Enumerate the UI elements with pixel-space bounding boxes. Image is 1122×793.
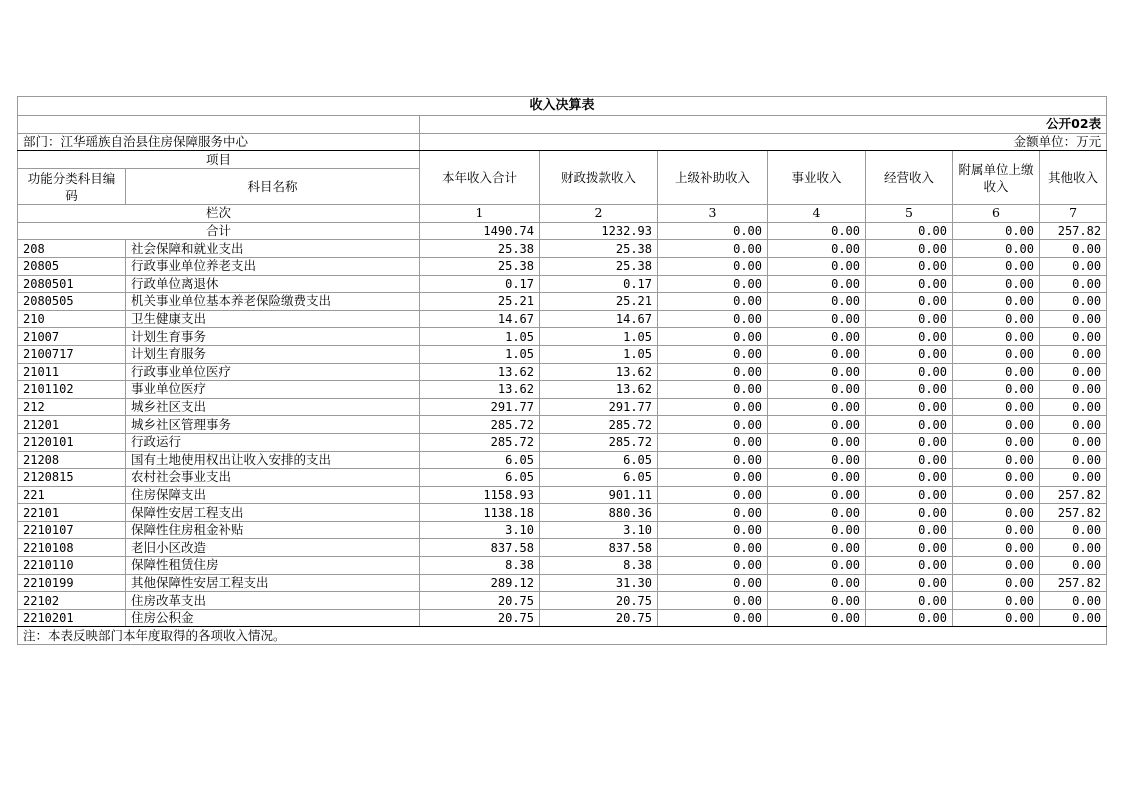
row-value: 0.00 — [658, 398, 768, 416]
row-value: 0.00 — [866, 539, 953, 557]
table-row — [18, 416, 1107, 434]
table-row — [18, 398, 1107, 416]
table-title: 收入决算表 — [18, 97, 1107, 116]
row-value: 0.00 — [768, 310, 866, 328]
row-value: 0.00 — [1040, 469, 1107, 487]
row-value: 0.00 — [658, 257, 768, 275]
table-row — [18, 310, 1107, 328]
row-name: 住房公积金 — [126, 609, 420, 627]
table-row — [18, 539, 1107, 557]
row-value: 13.62 — [420, 381, 540, 399]
total-value: 1232.93 — [540, 222, 658, 240]
row-code: 20805 — [18, 257, 126, 275]
row-value: 0.00 — [866, 345, 953, 363]
header-col-2: 财政拨款收入 — [540, 151, 658, 205]
row-value: 0.00 — [658, 240, 768, 258]
row-value: 13.62 — [540, 363, 658, 381]
header-project: 项目 — [18, 151, 420, 169]
row-code: 21011 — [18, 363, 126, 381]
row-name: 行政事业单位养老支出 — [126, 257, 420, 275]
table-row — [18, 504, 1107, 522]
row-value: 0.17 — [540, 275, 658, 293]
row-value: 0.00 — [953, 557, 1040, 575]
row-name: 卫生健康支出 — [126, 310, 420, 328]
row-value: 0.00 — [866, 609, 953, 627]
row-value: 0.00 — [866, 240, 953, 258]
row-value: 0.00 — [953, 381, 1040, 399]
row-name: 事业单位医疗 — [126, 381, 420, 399]
row-value: 20.75 — [420, 592, 540, 610]
row-value: 0.00 — [1040, 257, 1107, 275]
row-value: 285.72 — [420, 416, 540, 434]
row-value: 0.00 — [768, 609, 866, 627]
row-value: 0.00 — [768, 521, 866, 539]
row-value: 0.00 — [1040, 381, 1107, 399]
row-value: 0.00 — [1040, 433, 1107, 451]
row-name: 保障性安居工程支出 — [126, 504, 420, 522]
row-value: 8.38 — [420, 557, 540, 575]
total-row — [18, 222, 1107, 240]
row-code: 2101102 — [18, 381, 126, 399]
row-value: 0.00 — [866, 257, 953, 275]
row-value: 0.00 — [768, 433, 866, 451]
row-name: 行政事业单位医疗 — [126, 363, 420, 381]
row-value: 0.00 — [768, 539, 866, 557]
row-name: 农村社会事业支出 — [126, 469, 420, 487]
row-value: 20.75 — [540, 592, 658, 610]
total-value: 0.00 — [658, 222, 768, 240]
row-value: 0.00 — [953, 416, 1040, 434]
row-value: 20.75 — [540, 609, 658, 627]
row-value: 0.00 — [658, 345, 768, 363]
row-code: 2100717 — [18, 345, 126, 363]
row-value: 0.00 — [768, 504, 866, 522]
header-code: 功能分类科目编码 — [18, 169, 126, 205]
row-value: 0.00 — [768, 557, 866, 575]
row-code: 2210199 — [18, 574, 126, 592]
row-value: 0.00 — [953, 240, 1040, 258]
table-row — [18, 293, 1107, 311]
row-value: 0.00 — [658, 451, 768, 469]
col-index-6: 6 — [953, 205, 1040, 223]
row-value: 285.72 — [540, 416, 658, 434]
row-name: 保障性租赁住房 — [126, 557, 420, 575]
row-value: 1.05 — [540, 328, 658, 346]
col-index-2: 2 — [540, 205, 658, 223]
row-code: 2080505 — [18, 293, 126, 311]
row-value: 0.17 — [420, 275, 540, 293]
row-value: 0.00 — [1040, 539, 1107, 557]
row-value: 0.00 — [1040, 416, 1107, 434]
row-value: 25.21 — [540, 293, 658, 311]
row-value: 0.00 — [1040, 328, 1107, 346]
row-value: 0.00 — [1040, 310, 1107, 328]
header-col-4: 事业收入 — [768, 151, 866, 205]
row-value: 0.00 — [953, 345, 1040, 363]
total-value: 0.00 — [768, 222, 866, 240]
row-value: 25.21 — [420, 293, 540, 311]
row-value: 0.00 — [953, 574, 1040, 592]
row-code: 2080501 — [18, 275, 126, 293]
table-note: 注：本表反映部门本年度取得的各项收入情况。 — [18, 627, 1107, 645]
row-value: 0.00 — [953, 609, 1040, 627]
row-value: 0.00 — [953, 257, 1040, 275]
table-row — [18, 574, 1107, 592]
row-code: 210 — [18, 310, 126, 328]
row-value: 6.05 — [420, 469, 540, 487]
row-value: 0.00 — [768, 257, 866, 275]
row-value: 0.00 — [1040, 345, 1107, 363]
row-value: 25.38 — [420, 240, 540, 258]
row-value: 0.00 — [953, 275, 1040, 293]
row-value: 1138.18 — [420, 504, 540, 522]
row-value: 0.00 — [953, 486, 1040, 504]
row-value: 0.00 — [866, 416, 953, 434]
row-value: 0.00 — [866, 592, 953, 610]
row-value: 0.00 — [1040, 398, 1107, 416]
row-name: 住房改革支出 — [126, 592, 420, 610]
row-value: 0.00 — [866, 521, 953, 539]
row-value: 0.00 — [953, 398, 1040, 416]
header-col-5: 经营收入 — [866, 151, 953, 205]
row-code: 21201 — [18, 416, 126, 434]
row-value: 0.00 — [658, 293, 768, 311]
row-value: 0.00 — [1040, 557, 1107, 575]
row-value: 0.00 — [1040, 592, 1107, 610]
row-value: 0.00 — [658, 539, 768, 557]
row-value: 0.00 — [953, 521, 1040, 539]
row-value: 0.00 — [768, 451, 866, 469]
row-code: 2120815 — [18, 469, 126, 487]
row-value: 0.00 — [953, 363, 1040, 381]
row-value: 0.00 — [1040, 293, 1107, 311]
row-value: 6.05 — [420, 451, 540, 469]
table-row — [18, 345, 1107, 363]
header-name: 科目名称 — [126, 169, 420, 205]
row-code: 21208 — [18, 451, 126, 469]
row-value: 6.05 — [540, 451, 658, 469]
row-name: 国有土地使用权出让收入安排的支出 — [126, 451, 420, 469]
row-code: 21007 — [18, 328, 126, 346]
header-col-6: 附属单位上缴收入 — [953, 151, 1040, 205]
row-value: 0.00 — [768, 486, 866, 504]
row-value: 0.00 — [866, 381, 953, 399]
row-value: 3.10 — [540, 521, 658, 539]
table-row — [18, 557, 1107, 575]
table-row — [18, 451, 1107, 469]
row-value: 0.00 — [658, 486, 768, 504]
row-value: 0.00 — [658, 504, 768, 522]
row-value: 0.00 — [866, 293, 953, 311]
row-value: 0.00 — [953, 293, 1040, 311]
row-code: 22101 — [18, 504, 126, 522]
table-row — [18, 240, 1107, 258]
table-row — [18, 381, 1107, 399]
row-value: 13.62 — [420, 363, 540, 381]
table-row — [18, 609, 1107, 627]
row-value: 0.00 — [866, 310, 953, 328]
row-value: 0.00 — [866, 398, 953, 416]
row-code: 212 — [18, 398, 126, 416]
row-value: 0.00 — [866, 574, 953, 592]
row-value: 0.00 — [768, 592, 866, 610]
col-index-1: 1 — [420, 205, 540, 223]
row-value: 25.38 — [540, 240, 658, 258]
row-value: 0.00 — [866, 328, 953, 346]
row-value: 901.11 — [540, 486, 658, 504]
row-value: 0.00 — [866, 451, 953, 469]
row-value: 0.00 — [866, 433, 953, 451]
row-value: 0.00 — [1040, 363, 1107, 381]
row-value: 0.00 — [1040, 609, 1107, 627]
row-value: 1158.93 — [420, 486, 540, 504]
row-value: 14.67 — [420, 310, 540, 328]
row-code: 2210108 — [18, 539, 126, 557]
department-label: 部门：江华瑶族自治县住房保障服务中心 — [18, 133, 420, 151]
row-name: 机关事业单位基本养老保险缴费支出 — [126, 293, 420, 311]
form-number: 公开02表 — [420, 116, 1107, 134]
row-name: 城乡社区管理事务 — [126, 416, 420, 434]
table-row — [18, 486, 1107, 504]
amount-unit-label: 金额单位：万元 — [420, 133, 1107, 151]
row-value: 8.38 — [540, 557, 658, 575]
row-name: 计划生育服务 — [126, 345, 420, 363]
row-value: 0.00 — [768, 275, 866, 293]
row-value: 0.00 — [658, 433, 768, 451]
row-name: 其他保障性安居工程支出 — [126, 574, 420, 592]
row-value: 0.00 — [1040, 240, 1107, 258]
row-value: 0.00 — [866, 275, 953, 293]
row-value: 0.00 — [953, 469, 1040, 487]
row-name: 行政单位离退休 — [126, 275, 420, 293]
table-row — [18, 363, 1107, 381]
row-value: 837.58 — [420, 539, 540, 557]
row-value: 0.00 — [768, 398, 866, 416]
total-value: 1490.74 — [420, 222, 540, 240]
row-value: 0.00 — [866, 363, 953, 381]
table-row — [18, 469, 1107, 487]
row-value: 14.67 — [540, 310, 658, 328]
row-value: 0.00 — [866, 504, 953, 522]
row-value: 0.00 — [768, 574, 866, 592]
row-value: 0.00 — [953, 328, 1040, 346]
row-value: 0.00 — [658, 363, 768, 381]
row-value: 25.38 — [540, 257, 658, 275]
row-name: 保障性住房租金补贴 — [126, 521, 420, 539]
row-code: 2210107 — [18, 521, 126, 539]
row-value: 20.75 — [420, 609, 540, 627]
row-value: 0.00 — [658, 609, 768, 627]
row-name: 老旧小区改造 — [126, 539, 420, 557]
row-name: 计划生育事务 — [126, 328, 420, 346]
row-value: 0.00 — [658, 592, 768, 610]
row-code: 208 — [18, 240, 126, 258]
row-value: 0.00 — [658, 521, 768, 539]
row-value: 25.38 — [420, 257, 540, 275]
header-col-7: 其他收入 — [1040, 151, 1107, 205]
row-value: 0.00 — [953, 504, 1040, 522]
row-value: 0.00 — [658, 310, 768, 328]
row-value: 13.62 — [540, 381, 658, 399]
table-row — [18, 328, 1107, 346]
row-value: 0.00 — [768, 363, 866, 381]
row-value: 0.00 — [658, 557, 768, 575]
total-value: 0.00 — [953, 222, 1040, 240]
row-value: 291.77 — [420, 398, 540, 416]
row-value: 31.30 — [540, 574, 658, 592]
row-value: 0.00 — [1040, 521, 1107, 539]
row-value: 0.00 — [1040, 451, 1107, 469]
table-row — [18, 521, 1107, 539]
table-row — [18, 275, 1107, 293]
table-row — [18, 433, 1107, 451]
row-code: 2120101 — [18, 433, 126, 451]
row-value: 0.00 — [768, 469, 866, 487]
row-value: 0.00 — [768, 381, 866, 399]
row-code: 2210110 — [18, 557, 126, 575]
row-value: 3.10 — [420, 521, 540, 539]
row-value: 0.00 — [953, 539, 1040, 557]
row-value: 0.00 — [953, 433, 1040, 451]
col-index-5: 5 — [866, 205, 953, 223]
row-value: 880.36 — [540, 504, 658, 522]
total-value: 257.82 — [1040, 222, 1107, 240]
row-value: 0.00 — [953, 451, 1040, 469]
row-name: 住房保障支出 — [126, 486, 420, 504]
row-value: 0.00 — [658, 469, 768, 487]
income-final-accounts-table — [17, 96, 1107, 645]
total-value: 0.00 — [866, 222, 953, 240]
row-value: 1.05 — [420, 328, 540, 346]
row-code: 2210201 — [18, 609, 126, 627]
row-value: 0.00 — [658, 275, 768, 293]
col-index-label: 栏次 — [18, 205, 420, 223]
row-value: 0.00 — [768, 240, 866, 258]
table-row — [18, 592, 1107, 610]
row-value: 0.00 — [658, 328, 768, 346]
row-value: 0.00 — [768, 416, 866, 434]
row-value: 257.82 — [1040, 574, 1107, 592]
col-index-3: 3 — [658, 205, 768, 223]
row-value: 0.00 — [768, 328, 866, 346]
row-value: 0.00 — [866, 486, 953, 504]
row-value: 1.05 — [420, 345, 540, 363]
row-value: 0.00 — [658, 574, 768, 592]
row-value: 0.00 — [1040, 275, 1107, 293]
row-value: 1.05 — [540, 345, 658, 363]
header-col-3: 上级补助收入 — [658, 151, 768, 205]
row-value: 285.72 — [540, 433, 658, 451]
total-label: 合计 — [18, 222, 420, 240]
row-value: 285.72 — [420, 433, 540, 451]
row-value: 0.00 — [658, 381, 768, 399]
row-value: 0.00 — [866, 469, 953, 487]
row-name: 社会保障和就业支出 — [126, 240, 420, 258]
row-name: 城乡社区支出 — [126, 398, 420, 416]
row-code: 221 — [18, 486, 126, 504]
col-index-7: 7 — [1040, 205, 1107, 223]
row-value: 291.77 — [540, 398, 658, 416]
row-value: 837.58 — [540, 539, 658, 557]
row-value: 0.00 — [953, 592, 1040, 610]
row-value: 0.00 — [866, 557, 953, 575]
table-row — [18, 257, 1107, 275]
row-value: 257.82 — [1040, 486, 1107, 504]
row-value: 0.00 — [768, 345, 866, 363]
row-value: 0.00 — [953, 310, 1040, 328]
row-code: 22102 — [18, 592, 126, 610]
row-value: 0.00 — [768, 293, 866, 311]
row-value: 0.00 — [658, 416, 768, 434]
row-value: 289.12 — [420, 574, 540, 592]
row-value: 6.05 — [540, 469, 658, 487]
col-index-4: 4 — [768, 205, 866, 223]
row-value: 257.82 — [1040, 504, 1107, 522]
row-name: 行政运行 — [126, 433, 420, 451]
header-col-1: 本年收入合计 — [420, 151, 540, 205]
